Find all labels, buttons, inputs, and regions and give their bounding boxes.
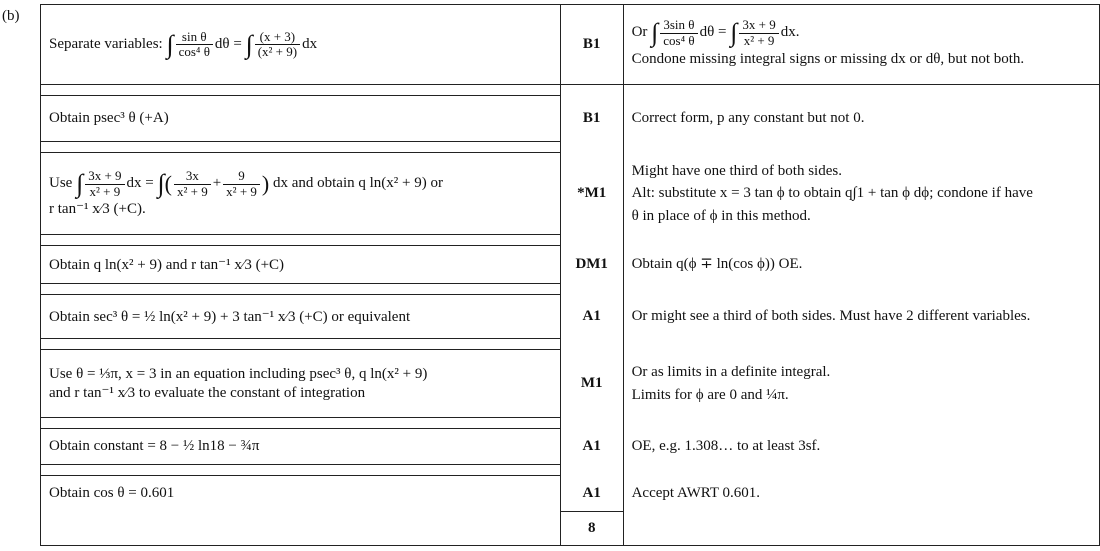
answer-line: and r tan⁻¹ x⁄3 to evaluate the constant of integration — [49, 384, 366, 401]
answer-line: r tan⁻¹ x⁄3 (+C). — [49, 200, 146, 217]
answer-text: Separate variables: — [49, 35, 163, 52]
mark-cell: A1 — [560, 295, 623, 339]
table-row — [41, 153, 1100, 235]
mark-cell: DM1 — [560, 246, 623, 284]
guidance-line: θ in place of ϕ in this method. — [631, 207, 811, 224]
integral-sign: ∫ — [245, 29, 253, 59]
guidance-cell — [623, 153, 1099, 235]
answer-line: Use θ = ⅓π, x = 3 in an equation including psec³ θ, q ln(x² + 9) — [49, 365, 428, 382]
guidance-cell — [623, 5, 1099, 85]
table-row — [41, 246, 1100, 284]
integral-sign: ∫ — [166, 29, 174, 59]
answer-cell: Obtain psec³ θ (+A) — [41, 96, 561, 142]
table-row — [41, 350, 1100, 418]
table-row — [41, 429, 1100, 465]
guidance-cell: Or might see a third of both sides. Must have 2 different variables. — [623, 295, 1099, 339]
mark-cell: M1 — [560, 350, 623, 418]
fraction: $\frac{\text{sin θ}}{\text{cos⁴ θ}}$ — [176, 30, 213, 60]
mark-cell: B1 — [560, 96, 623, 142]
total-row — [41, 512, 1100, 546]
answer-cell — [41, 350, 561, 418]
guidance-cell: OE, e.g. 1.308… to at least 3sf. — [623, 429, 1099, 465]
table-row — [41, 96, 1100, 142]
mark-scheme-table — [40, 4, 1100, 546]
guidance-cell: Obtain q(ϕ ∓ ln(cos ϕ)) OE. — [623, 246, 1099, 284]
guidance-line: Or ∫ $\frac{\text{3sin θ}}{\text{cos⁴ θ}}$ dθ = ∫ $\frac{3x + 9}{\text{x² + 9}}$ dx. — [631, 17, 800, 48]
mark-cell: A1 — [560, 429, 623, 465]
answer-cell: Obtain cos θ = 0.601 — [41, 476, 561, 512]
guidance-cell: Accept AWRT 0.601. — [623, 476, 1099, 512]
guidance-line: Condone missing integral signs or missing dx or dθ, but not both. — [631, 51, 1025, 68]
guidance-line: Or as limits in a definite integral. — [631, 364, 831, 380]
guidance-cell: Correct form, p any constant but not 0. — [623, 96, 1099, 142]
mark-cell: *M1 — [560, 153, 623, 235]
answer-cell: Obtain constant = 8 − ½ ln18 − ¾π — [41, 429, 561, 465]
part-label: (b) — [2, 8, 20, 24]
answer-cell: Obtain q ln(x² + 9) and r tan⁻¹ x⁄3 (+C) — [41, 246, 561, 284]
total-marks: 8 — [560, 512, 623, 546]
answer-cell: Obtain sec³ θ = ½ ln(x² + 9) + 3 tan⁻¹ x⁄3 (+C) or equivalent — [41, 295, 561, 339]
mark-cell: B1 — [560, 5, 623, 85]
table-row — [41, 295, 1100, 339]
guidance-line: Limits for ϕ are 0 and ¼π. — [631, 386, 789, 403]
answer-line: Use ∫ $\frac{3x + 9}{\text{x² + 9}}$ dx = ∫( $\frac{3x}{\text{x² + 9}}$ + $\frac{9}{\text{x² + 9}}$ ) dx and obtain q ln(x² + 9) or — [49, 168, 443, 199]
fraction: $\frac{(x + 3)}{\text{(x² + 9)}}$ — [255, 30, 300, 60]
table-row — [41, 5, 1100, 85]
guidance-cell — [623, 350, 1099, 418]
answer-cell: Separate variables: ∫ $\frac{\text{sin θ}}{\text{cos⁴ θ}}$ dθ = ∫ $\frac{(x + 3)}{\text{(x² + 9)}}$ dx — [41, 5, 561, 85]
guidance-line: Might have one third of both sides. — [631, 162, 842, 179]
answer-cell — [41, 153, 561, 235]
table-row — [41, 476, 1100, 512]
mark-cell: A1 — [560, 476, 623, 512]
guidance-line: Alt: substitute x = 3 tan ϕ to obtain q∫1 + tan ϕ dϕ; condone if have — [631, 185, 1033, 202]
